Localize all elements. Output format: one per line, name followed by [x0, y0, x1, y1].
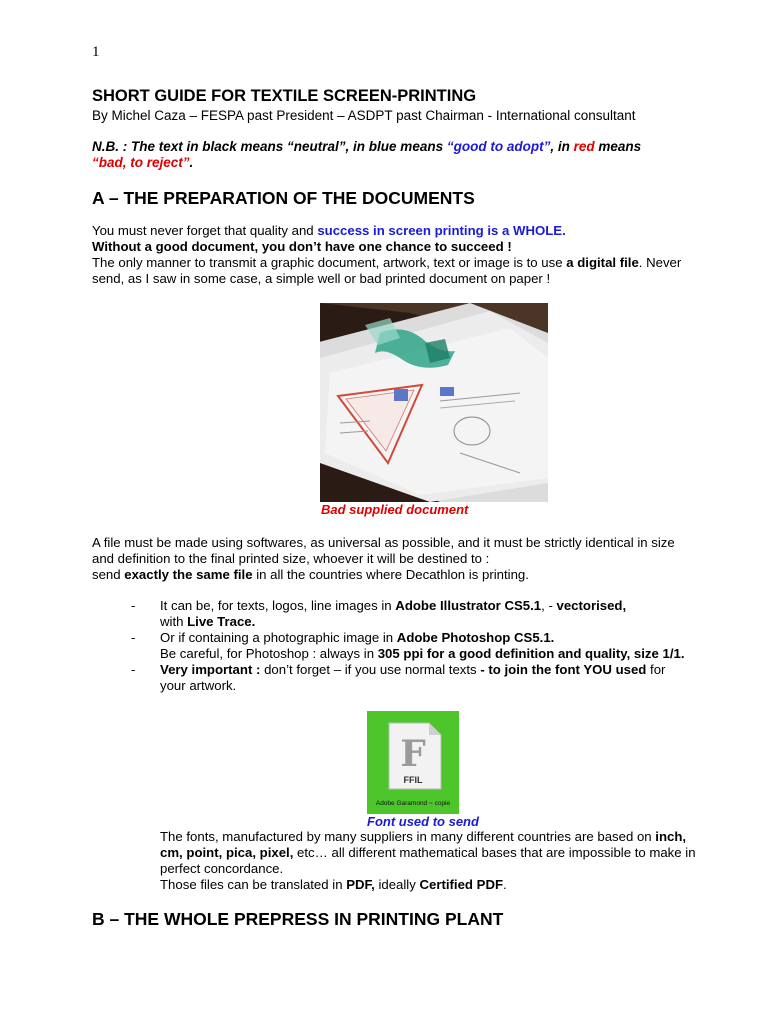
font-icon-label: FFIL [403, 775, 423, 785]
software-list [131, 598, 691, 694]
photo-caption: Bad supplied document [321, 502, 469, 517]
bad-document-photo [320, 303, 548, 502]
good-legend: “good to adopt” [446, 139, 551, 154]
section-b-heading: B – THE WHOLE PREPRESS IN PRINTING PLANT [92, 909, 504, 929]
font-caption: Font used to send [367, 814, 479, 829]
section-a-intro: You must never forget that quality and success in screen printing is a WHOLE. Without a good document, you don’t have one chance to succeed ! The only manner to transmit a graphic document, artwork, text or image is to use a digital file. Never send, as I saw in some case, a simple well or bad printed document on paper ! [92, 223, 682, 286]
fonts-explanation: The fonts, manufactured by many suppliers in many different countries are based on inch, cm, point, pica, pixel, etc… all different mathematical bases that are impossible to make in perfect concordance. Those files can be translated in PDF, ideally Certified PDF. [160, 829, 696, 892]
page-number: 1 [92, 44, 100, 60]
file-requirements-paragraph: A file must be made using softwares, as universal as possible, and it must be strictly identical in size and definition to the final printed size, whoever it will be destined to : send exactly the same file in all the countries where Decathlon is printing. [92, 535, 675, 582]
list-item: - Or if containing a photographic image in Adobe Photoshop CS5.1. Be careful, for Photoshop : always in 305 ppi for a good definition and quality, size 1/1. [131, 630, 685, 661]
color-legend-note: N.B. : The text in black means “neutral”, in blue means “good to adopt”, in red means “bad, to reject”. [92, 139, 642, 170]
section-a-heading: A – THE PREPARATION OF THE DOCUMENTS [92, 188, 475, 208]
list-item: - Very important : don’t forget – if you use normal texts - to join the font YOU used for your artwork. [131, 662, 666, 693]
author-byline: By Michel Caza – FESPA past President – ASDPT past Chairman - International consultant [92, 108, 636, 123]
list-item: - It can be, for texts, logos, line images in Adobe Illustrator CS5.1, - vectorised, with Live Trace. [131, 598, 627, 629]
font-icon-letter: F [400, 733, 426, 775]
bad-legend: “bad, to reject” [92, 155, 190, 170]
font-file-icon [367, 711, 459, 814]
red-legend: red [573, 139, 595, 154]
font-icon-sublabel: Adobe Garamond ~ copie [375, 800, 451, 807]
document-title: SHORT GUIDE FOR TEXTILE SCREEN-PRINTING [92, 87, 477, 105]
